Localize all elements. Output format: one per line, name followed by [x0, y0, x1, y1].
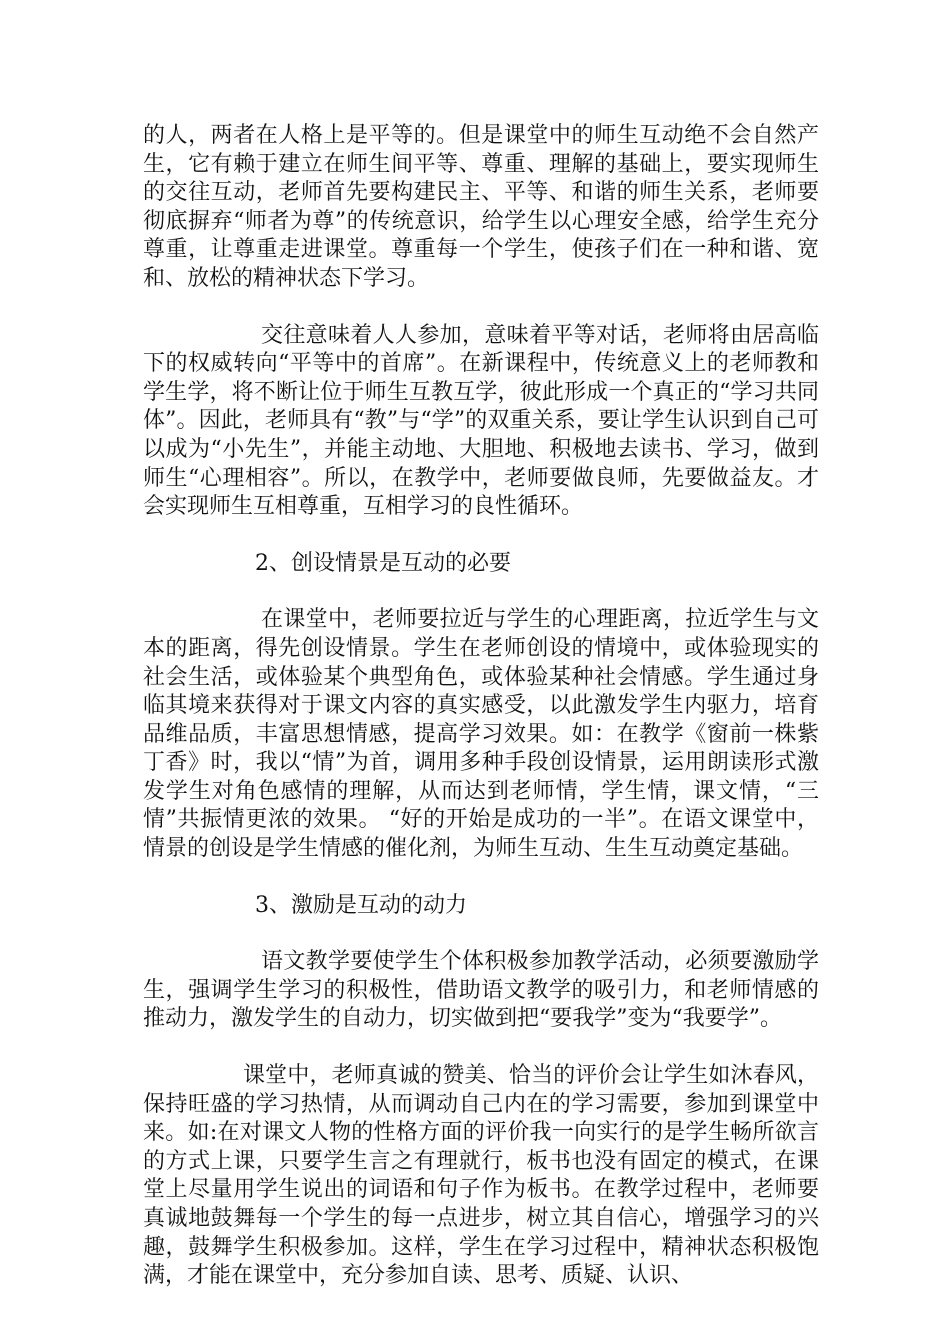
section-heading-motivation: 3、激励是互动的动力: [255, 892, 467, 918]
paragraph-praise: 课堂中，老师真诚的赞美、恰当的评价会让学生如沐春风，保持旺盛的学习热情，从而调动自己内在的学习需要，参加到课堂中来。如:在对课文人物的性格方面的评价我一向实行的是学生畅所欲言的方式上课，只要学生言之有理就行，板书也没有固定的模式，在课堂上尽量用学生说出的词语和句子作为板书。在教学过程中，老师要真诚地鼓舞每一个学生的每一点进步，树立其自信心，增强学习的兴趣，鼓舞学生积极参加。这样，学生在学习过程中，精神状态积极饱满，才能在课堂中，充分参加自读、思考、质疑、认识、: [143, 1063, 819, 1289]
paragraph-gap: [143, 294, 819, 322]
paragraph-gap: [143, 920, 819, 948]
paragraph-motivation: 语文教学要使学生个体积极参加教学活动，必须要激励学生，强调学生学习的积极性，借助语文教学的吸引力，和老师情感的推动力，激发学生的自动力，切实做到把“要我学”变为“我要学”。: [143, 949, 819, 1032]
paragraph-gap: [143, 864, 819, 892]
paragraph-gap: [143, 578, 819, 606]
paragraph-gap: [143, 522, 819, 550]
paragraph-gap: [143, 1034, 819, 1062]
paragraph-scenario: 在课堂中，老师要拉近与学生的心理距离，拉近学生与文本的距离，得先创设情景。学生在老师创设的情境中，或体验现实的社会生活，或体验某个典型角色，或体验某种社会情感。学生通过身临其境来获得对于课文内容的真实感受，以此激发学生内驱力，培育品维品质，丰富思想情感，提高学习效果。如：在教学《窗前一株紫丁香》时，我以“情”为首，调用多种手段创设情景，运用朗读形式激发学生对角色感情的理解，从而达到老师情，学生情，课文情，“三情”共振情更浓的效果。 “好的开始是成功的一半”。在语文课堂中，情景的创设是学生情感的催化剂，为师生互动、生生互动奠定基础。: [143, 607, 819, 862]
section-heading-scenario: 2、创设情景是互动的必要: [255, 550, 511, 576]
document-body: [143, 122, 819, 1291]
paragraph-communication: 交往意味着人人参加，意味着平等对话，老师将由居高临下的权威转向“平等中的首席”。在新课程中，传统意义上的老师教和学生学，将不断让位于师生互教互学，彼此形成一个真正的“学习共同体”。因此，老师具有“教”与“学”的双重关系，要让学生认识到自己可以成为“小先生”，并能主动地、大胆地、积极地去读书、学习，做到师生“心理相容”。所以，在教学中，老师要做良师，先要做益友。才会实现师生互相尊重，互相学习的良性循环。: [143, 322, 819, 520]
paragraph-equality: 的人，两者在人格上是平等的。但是课堂中的师生互动绝不会自然产生，它有赖于建立在师生间平等、尊重、理解的基础上，要实现师生的交往互动，老师首先要构建民主、平等、和谐的师生关系，老师要彻底摒弃“师者为尊”的传统意识，给学生以心理安全感，给学生充分尊重，让尊重走进课堂。尊重每一个学生，使孩子们在一种和谐、宽和、放松的精神状态下学习。: [143, 123, 819, 291]
